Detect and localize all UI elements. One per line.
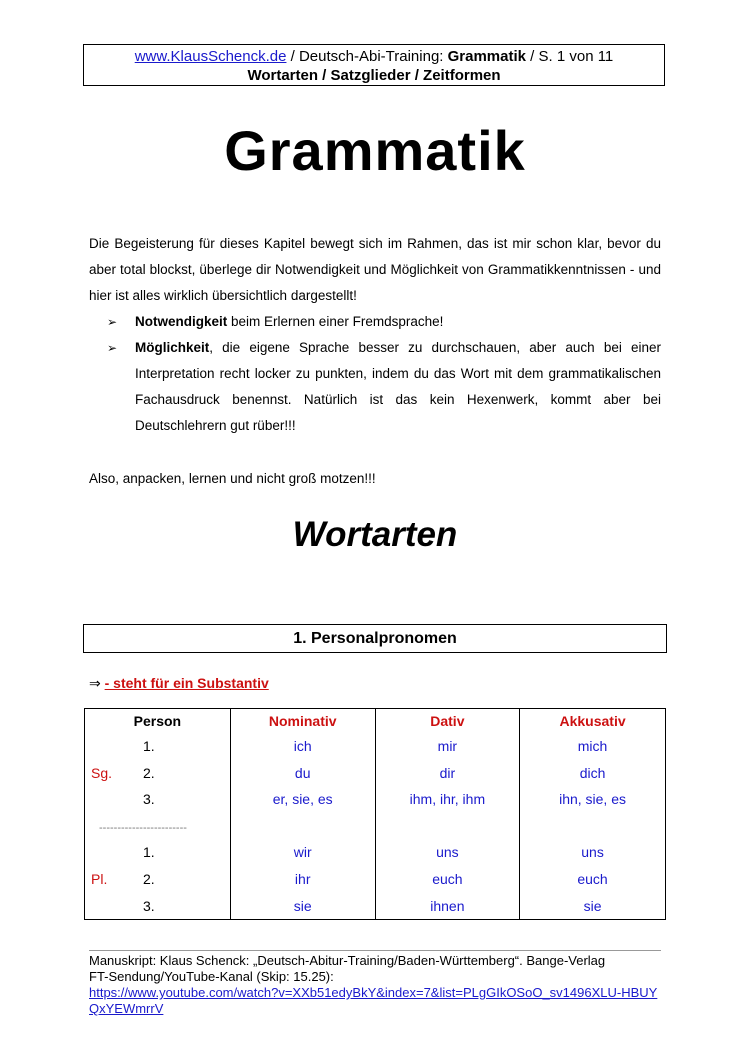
bullet-arrow-icon: ➢	[107, 341, 118, 355]
cell-dat: ihm, ihr, ihm	[375, 786, 519, 813]
bullet-item	[107, 309, 661, 335]
subsection-title: 1. Personalpronomen	[83, 624, 667, 653]
header-line-2: Wortarten / Satzglieder / Zeitformen	[247, 67, 501, 84]
bullet-arrow-icon: ➢	[107, 315, 118, 329]
row-num: 2.	[143, 870, 155, 887]
cell-nom: sie	[230, 892, 375, 919]
plural-label: Pl.	[91, 870, 108, 887]
pronoun-table	[84, 708, 666, 920]
bullet-bold: Möglichkeit	[135, 340, 210, 355]
page-header	[83, 44, 665, 86]
header-line-1	[84, 47, 664, 66]
table-row	[85, 866, 666, 893]
header-dativ: Dativ	[375, 709, 519, 734]
table-row	[85, 733, 666, 760]
double-arrow-icon: ⇒	[89, 675, 101, 691]
footer-divider	[89, 950, 661, 951]
closing-line: Also, anpacken, lernen und nicht groß motzen!!!	[89, 471, 376, 486]
cell-dat: ihnen	[375, 892, 519, 919]
cell-nom: ihr	[230, 866, 375, 893]
row-num: 1.	[143, 738, 155, 755]
cell-dat: uns	[375, 839, 519, 866]
divider-line: ------------------------	[99, 821, 187, 834]
cell-akk: uns	[520, 839, 666, 866]
cell-nom: ich	[230, 733, 375, 760]
cell-nom: du	[230, 760, 375, 787]
header-akkusativ: Akkusativ	[520, 709, 666, 734]
cell-akk: dich	[520, 760, 666, 787]
header-site-link[interactable]: www.KlausSchenck.de	[134, 48, 287, 65]
table-row	[85, 892, 666, 919]
header-person: Person	[85, 709, 231, 734]
cell-dat: dir	[375, 760, 519, 787]
cell-akk: euch	[520, 866, 666, 893]
row-num: 1.	[143, 844, 155, 861]
table-row	[85, 786, 666, 813]
bullet-text: beim Erlernen einer Fremdsprache!	[227, 314, 444, 329]
header-page: / S. 1 von 11	[526, 48, 614, 65]
page-title: Grammatik	[224, 119, 526, 182]
bullet-bold: Notwendigkeit	[135, 314, 228, 329]
bullet-list	[107, 309, 661, 439]
table-row	[85, 839, 666, 866]
definition-line	[89, 675, 269, 692]
bullet-text: , die eigene Sprache besser zu durchschauen, aber auch bei einer Interpretation recht locker zu punkten, indem du das Wort mit dem grammatikalischen Fachausdruck benennst. Natürlich ist das kein Hexenwerk, kommt aber bei Deutschlehrern gut rüber!!!	[135, 340, 661, 433]
row-num: 2.	[143, 764, 155, 781]
row-num: 3.	[143, 897, 155, 914]
footer-source: Manuskript: Klaus Schenck: „Deutsch-Abitur-Training/Baden-Württemberg“. Bange-Verlag	[89, 953, 606, 968]
cell-akk: sie	[520, 892, 666, 919]
header-sep: / Deutsch-Abi-Training:	[286, 48, 448, 65]
cell-nom: er, sie, es	[230, 786, 375, 813]
section-title: Wortarten	[292, 515, 458, 554]
page-footer	[89, 953, 664, 1017]
row-num: 3.	[143, 791, 155, 808]
singular-label: Sg.	[91, 764, 113, 781]
header-topic: Grammatik	[447, 48, 526, 65]
bullet-item	[107, 335, 661, 439]
cell-nom: wir	[230, 839, 375, 866]
cell-dat: mir	[375, 733, 519, 760]
footer-broadcast: FT-Sendung/YouTube-Kanal (Skip: 15.25):	[89, 969, 334, 984]
cell-akk: mich	[520, 733, 666, 760]
intro-paragraph: Die Begeisterung für dieses Kapitel bewegt sich im Rahmen, das ist mir schon klar, bevor du aber total blockst, überlege dir Notwendigkeit und Möglichkeit von Grammatikkenntnissen - und hier ist alles wirklich übersichtlich dargestellt!	[89, 236, 661, 303]
header-nominativ: Nominativ	[230, 709, 375, 734]
table-row	[85, 760, 666, 787]
table-divider-row	[85, 813, 666, 840]
definition-text: - steht für ein Substantiv	[104, 675, 269, 691]
table-header-row	[85, 709, 666, 734]
footer-video-link[interactable]: https://www.youtube.com/watch?v=XXb51edyBkY&index=7&list=PLgGIkOSoO_sv1496XLU-HBUYQxYEWmrrV	[89, 985, 658, 1016]
cell-akk: ihn, sie, es	[520, 786, 666, 813]
cell-dat: euch	[375, 866, 519, 893]
